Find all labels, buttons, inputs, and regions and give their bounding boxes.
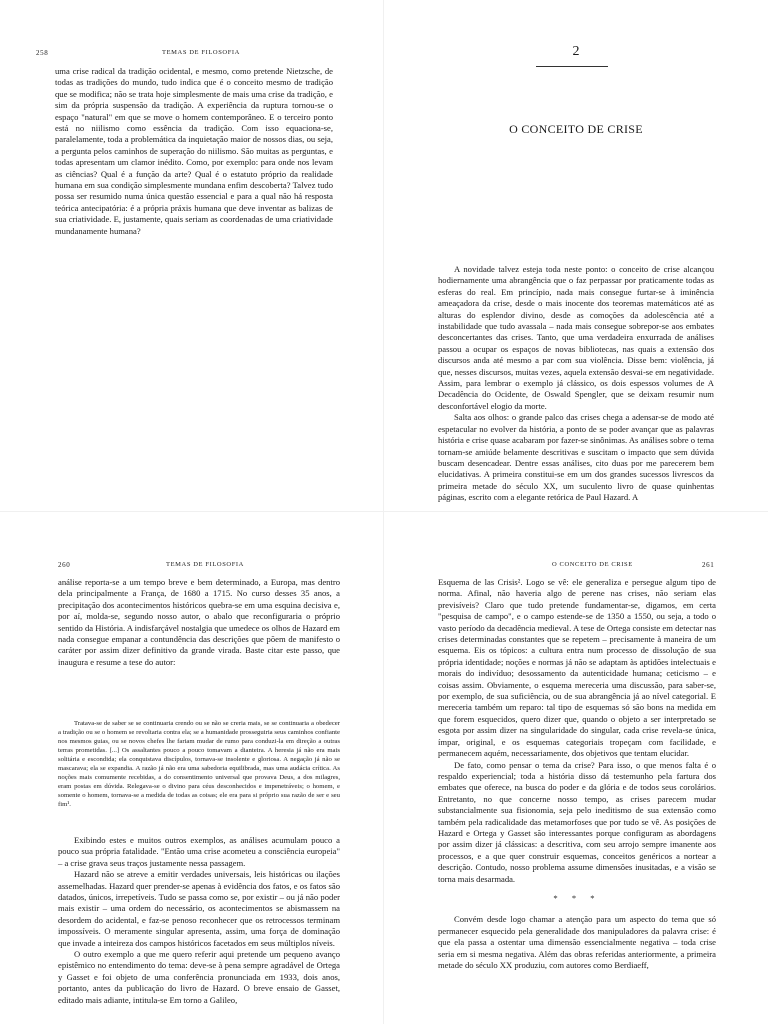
page-260	[0, 512, 384, 1024]
body-text	[438, 577, 716, 971]
page-261	[384, 512, 768, 1024]
paragraph: Hazard não se atreve a emitir verdades universais, leis históricas ou ilações assemelhadas. Hazard quer prender-se apenas à evidência dos fatos, e os fatos são datados, únicos, irrepetíveis. Tudo se passa como se, por existir – ou já não poder mais existir – uma ordem do necessário, os acontecimentos se abismassem na desordem do acidental, e faz-se penoso reconhecer que os retrocessos terminam impossíveis. O meramente singular apresenta, assim, uma força de dominação que invade a inteireza dos campos históricos facetados em seus múltiplos níveis.	[58, 869, 340, 948]
chapter-rule	[536, 66, 608, 67]
chapter-number: 2	[572, 44, 580, 59]
page-number: 258	[36, 49, 49, 57]
chapter-title: O CONCEITO DE CRISE	[509, 122, 643, 136]
paragraph: A novidade talvez esteja toda neste ponto: o conceito de crise alcançou hodiernamente uma abrangência que o faz perpassar por praticamente todas as esferas do real. Em princípio, nada mais consegue furtar-se à iminência ameaçadora da crise, desde o mais inocente dos teoremas matemáticos até as alturas do esplendor divino, desde as comoções da adolescência até a instabilidade que tudo avassala – nada mais consegue sobrepor-se aos embates desconcertantes das crises. Tanto, que uma verdadeira enxurrada de análises passou a ocupar os espaços de novas bibliotecas, nas quais a extensão dos discursos anda até mesmo a par com sua violência. Disse bem: violência, já que, nesses discursos, muitas vezes, aquela extensão desvai-se em negatividade. Assim, para lembrar o exemplo já clássico, os dois espessos volumes de A Decadência do Ocidente, de Oswald Spengler, que se deixam resumir num desconfortável elogio da morte.	[438, 264, 714, 411]
body-text-continued	[58, 835, 340, 1006]
paragraph: Esquema de las Crisis². Logo se vê: ele generaliza e persegue algum tipo de norma. Afinal, não haveria algo de perene nas crises, não seriam elas previsíveis? Claro que tudo pretende fundamentar-se, digamos, em certa "pesquisa de campo", e o campo estende-se de 1350 a 1550, ou seja, a todo o vasto período da decadência medieval. A tese de Ortega consiste em detectar nas crises determinadas constantes que se repetem – precisamente à maneira de um esquema. Eis os tópicos: a cultura entra num processo de dissolução de sua própria identidade; noções e normas já não se adaptam às aptidões intelectuais e morais do indivíduo; desossamento da autenticidade humana; ceticismo – e coisas assim. Obviamente, o esquema mereceria uma discussão, para saber-se, por exemplo, de sua suficiência, ou de sua abrangência já ao nível categorial. E mereceria também um reparo: tal tipo de esquemas só são bons na medida em que forem esquecidos, quero dizer que, quando o objeto a ser interpretado se esgota por assim dizer na singularidade do singular, cada crise revela-se única, ímpar, original, e os esquemas categoriais tropeçam com facilidade, e permanecem aquém, necessariamente, dos objetivos que tentam elucidar.	[438, 577, 716, 759]
paragraph: De fato, como pensar o tema da crise? Para isso, o que menos falta é o respaldo experiencial; toda a história disso dá testemunho pela fartura dos embates que oferece, na busca do poder e da glória e de todos seus corolários. Entretanto, no que concerne nosso tempo, as crises parecem mudar substancialmente sua fisionomia, seja pelo ineditismo de sua extensão como também pela radicalidade das metamorfoses que por tudo se vê. As posições de Hazard e Ortega y Gasset são interessantes porque configuram as abordagens por assim dizer já clássicas: a descritiva, com seu arrojo sempre imanente aos processos, e a que quer construir esquemas, conceitos genéricos a nortear a descrição. Contudo, nosso problema assume dimensões inusitadas, e a visão se torna mais desarmada.	[438, 759, 716, 884]
body-text	[58, 577, 340, 668]
paragraph: Convém desde logo chamar a atenção para um aspecto do tema que só permanecer esquecido pela generalidade dos manipuladores da palavra crise: é que ela passa a ostentar uma dimensão essencialmente negativa – toda crise seria em si mesma negativa. Além das obras referidas anteriormente, a primeira metade do século XX produziu, com autores como Berdiaeff,	[438, 914, 716, 970]
body-text	[55, 66, 333, 237]
paragraph: Exibindo estes e muitos outros exemplos, as análises acumulam pouco a pouco sua própria fatalidade. "Então uma crise acometeu a consciência europeia" – a crise grava seus traços justamente nessa passagem.	[58, 835, 340, 868]
running-title: TEMAS DE FILOSOFIA	[162, 49, 240, 56]
body-text	[438, 264, 714, 504]
section-break: * * *	[553, 892, 601, 903]
running-title: TEMAS DE FILOSOFIA	[166, 561, 244, 568]
paragraph: O outro exemplo a que me quero referir aqui pretende um pequeno avanço epistêmico no entendimento do tema: deve-se à pena sempre agradável de Ortega y Gasset e foi objeto de uma conferência pronunciada em 1933, dois anos, portanto, antes da publicação do livro de Hazard. O breve ensaio de Gasset, editado mais adiante, intitula-se Em torno a Galileo,	[58, 949, 340, 1005]
block-quote	[58, 719, 340, 809]
paragraph: análise reporta-se a um tempo breve e bem determinado, a Europa, mas dentro dela principalmente a França, de 1680 a 1715. No curso desses 35 anos, a precipitação dos acontecimentos históricos quebra-se em uma esquina decisiva e, por aí, molda-se, segundo nosso autor, o abalo que reconfiguraria o próprio sentido da História. A indisfarçável nostalgia que umedece os olhos de Hazard em nada consegue empanar a contundência das descrições que põem de manifesto o caráter por assim dizer definitivo da grande virada. Baste citar este passo, que inaugura e resume a tese do autor:	[58, 577, 340, 667]
page-number: 260	[58, 561, 71, 569]
paragraph: uma crise radical da tradição ocidental, e mesmo, como pretende Nietzsche, de todas as tradições do mundo, tudo indica que é o conceito mesmo de tradição que se modifica; não se trata hoje simplesmente de mais uma crise da tradição, e sim da própria suspensão da tradição. A experiência da ruptura tornou-se o espaço "natural" em que se move o homem contemporâneo. E o terceiro ponto está no niilismo como essência da tradição. Com isso equaciona-se, paralelamente, toda a problemática da inquietação maior de nossos dias, ou seja, a pergunta pelos caminhos de superação do niilismo. São muitas as perguntas, e todas apresentam um clamor inédito. Como, por exemplo: para onde nos levam as ciências? Qual é a função da arte? Qual é o estatuto próprio da realidade humana em sua condição simplesmente mundana enfim descoberta? Talvez tudo possa ser resumido numa única questão essencial e para a qual não há resposta teórica antecipatória: é a própria práxis humana que deve inventar as balizas de sua criatividade. E, justamente, quais seriam as coordenadas de uma criatividade mundanamente humana?	[55, 66, 333, 236]
page-259	[384, 0, 768, 512]
paragraph: Salta aos olhos: o grande palco das crises chega a adensar-se de modo até espetacular no evolver da história, a ponto de se poder avançar que as palavras história e crise quase acabaram por fazer-se sinônimas. As análises sobre o tema tornam-se amiúde belamente descritivas e suscitam o impacto que sem dúvida buscam desencadear. Dentre essas análises, cito duas por me parecerem bem elucidativas. A primeira constitui-se em um dos grandes sucessos livrescos da primeira metade do século XX, um suculento livro de quase quinhentas páginas, escrito com a elegante retórica de Paul Hazard. A	[438, 412, 714, 503]
quote-text: Tratava-se de saber se se continuaria crendo ou se não se creria mais, se se continuaria a obedecer a tradição ou se o homem se revoltaria contra ela; se a humanidade prosseguiria seus caminhos confiante nos mesmos guias, ou se novos chefes lhe fariam mudar de rumo para conduzi-la em direção a outras terras prometidas. [...] Os assaltantes pouco a pouco tomavam a dianteira. A heresia já não era mais solitária e escondida; ela conquistava discípulos, tornava-se insolente e gloriosa. A negação já não se mascarava; ela se expandia. A razão já não era uma sabedoria equilibrada, mas uma audácia crítica. As noções mais comumente recebidas, a do consentimento universal que provava Deus, a dos milagres, eram postas em dúvida. Relegava-se o divino para céus desconhecidos e impenetráveis; o homem, e somente o homem, tornava-se a medida de todas as coisas; ele era para si próprio sua razão de ser e seu fim¹.	[58, 720, 340, 808]
page-258	[0, 0, 384, 512]
running-title: O CONCEITO DE CRISE	[552, 561, 633, 568]
page-number: 261	[702, 561, 715, 569]
